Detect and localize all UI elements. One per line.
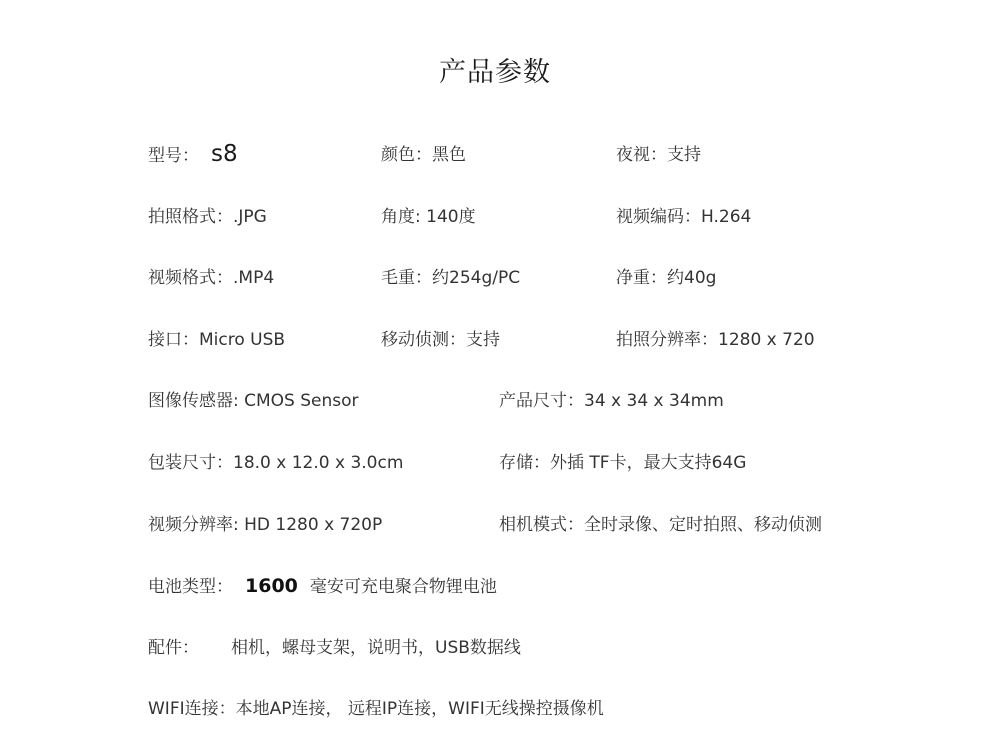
spec-battery-capacity: 1600 <box>245 575 298 597</box>
spec-motion-detection: 移动侦测：支持 <box>381 330 500 350</box>
spec-package-size: 包装尺寸：18.0 x 12.0 x 3.0cm <box>148 453 404 473</box>
spec-accessories-label: 配件： <box>148 638 199 658</box>
spec-model-label: 型号： <box>148 146 199 166</box>
spec-accessories <box>148 636 521 660</box>
spec-angle: 角度: 140度 <box>381 207 476 227</box>
spec-photo-resolution: 拍照分辨率：1280 x 720 <box>616 330 815 350</box>
spec-video-resolution: 视频分辨率: HD 1280 x 720P <box>148 515 383 535</box>
spec-gross-weight: 毛重：约254g/PC <box>381 268 521 288</box>
spec-battery <box>148 574 497 599</box>
spec-wifi: WIFI连接：本地AP连接， 远程IP连接，WIFI无线操控摄像机 <box>148 699 604 719</box>
spec-video-codec: 视频编码：H.264 <box>616 207 752 227</box>
page-title: 产品参数 <box>439 57 551 88</box>
spec-night-vision: 夜视：支持 <box>616 145 701 165</box>
spec-model-value: s8 <box>211 141 238 167</box>
spec-camera-mode: 相机模式：全时录像、定时拍照、移动侦测 <box>499 515 822 535</box>
spec-accessories-value: 相机，螺母支架，说明书，USB数据线 <box>231 638 521 658</box>
spec-model <box>148 142 238 168</box>
spec-image-sensor: 图像传感器: CMOS Sensor <box>148 391 359 411</box>
spec-battery-desc: 毫安可充电聚合物锂电池 <box>309 577 497 597</box>
spec-net-weight: 净重：约40g <box>616 268 717 288</box>
spec-video-format: 视频格式：.MP4 <box>148 268 275 288</box>
spec-color: 颜色：黑色 <box>381 145 466 165</box>
spec-product-size: 产品尺寸：34 x 34 x 34mm <box>499 391 724 411</box>
spec-photo-format: 拍照格式：.JPG <box>148 207 267 227</box>
spec-interface: 接口：Micro USB <box>148 330 286 350</box>
spec-battery-label: 电池类型： <box>148 577 233 597</box>
spec-storage: 存储：外插 TF卡，最大支持64G <box>499 453 747 473</box>
